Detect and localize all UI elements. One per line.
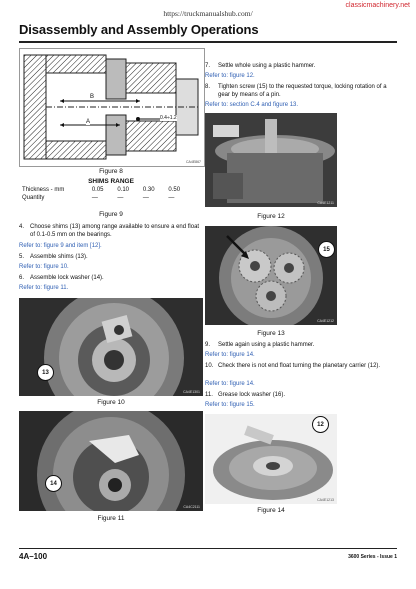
series-label: 3600 Series - Issue 1 [348, 554, 397, 560]
step-8-ref-link[interactable]: Refer to: section C.4 and figure 13. [205, 102, 299, 108]
figure-9-caption: Figure 9 [99, 211, 123, 218]
callout-13: 13 [37, 364, 54, 381]
figure-8-caption: Figure 8 [99, 168, 123, 175]
label-a: A [86, 119, 91, 125]
figure-10-photo [19, 298, 203, 396]
shims-range-block [19, 178, 203, 202]
figure-tag: CA4E867 [186, 160, 201, 164]
table-cell: 0.10 [117, 187, 130, 193]
step-5-number: 5. [19, 254, 25, 260]
label-b: B [90, 94, 95, 100]
figure-13-caption: Figure 13 [257, 330, 285, 337]
step-6-number: 6. [19, 275, 25, 281]
figure-11-photo [19, 411, 203, 511]
quantity-label: Quantity [22, 195, 45, 201]
figure-tag: CA4E1213 [317, 498, 334, 502]
shims-title: SHIMS RANGE [88, 178, 134, 185]
step-10-number: 10. [205, 363, 214, 369]
cross-section-diagram [20, 49, 204, 166]
table-cell: 0.30 [142, 187, 155, 193]
dimension-label: 0.4÷1.2 [160, 115, 177, 121]
step-9-ref-link[interactable]: Refer to: figure 14. [205, 352, 255, 358]
table-cell: — [117, 195, 124, 201]
table-cell: 0.05 [91, 187, 104, 193]
figure-tag: CA4E1211 [317, 201, 334, 205]
figure-11-caption: Figure 11 [97, 515, 125, 522]
figure-tag: CA4E1301 [183, 390, 200, 394]
shims-table [19, 186, 191, 202]
table-cell: — [91, 195, 98, 201]
figure-13-photo [205, 226, 337, 325]
step-11-number: 11. [205, 392, 213, 398]
step-7-text: Settle whole using a plastic hammer. [218, 63, 316, 69]
figure-8-drawing [19, 48, 205, 167]
footer-rule [19, 548, 397, 549]
watermark-url: https://truckmanualshub.com/ [163, 9, 253, 18]
step-9-number: 9. [205, 342, 211, 348]
lock-washer-illustration [19, 411, 203, 511]
step-4-number: 4. [19, 224, 25, 230]
callout-14: 14 [45, 475, 62, 492]
step-9-text: Settle again using a plastic hammer. [218, 342, 315, 348]
table-row [19, 194, 191, 202]
table-row [19, 186, 191, 194]
hammer-settle-illustration [205, 113, 337, 207]
step-7-ref-link[interactable]: Refer to: figure 12. [205, 73, 255, 79]
step-8-text: Tighten screw (15) to the requested torque, locking rotation of a gear by means of a pin. [218, 84, 387, 98]
table-cell: — [168, 195, 175, 201]
figure-tag: CA4C2111 [183, 505, 200, 509]
step-4-text: Choose shims (13) among range available to ensure a end float of 0.1-0.5 mm on the bearings. [30, 224, 200, 238]
page-number: 4A–100 [19, 552, 48, 561]
step-6-ref-link[interactable]: Refer to: figure 11. [19, 285, 69, 291]
figure-tag: CA4E1212 [317, 319, 334, 323]
figure-12-photo [205, 113, 337, 207]
step-11-ref-link[interactable]: Refer to: figure 15. [205, 402, 255, 408]
page-title: Disassembly and Assembly Operations [19, 22, 259, 37]
step-8-number: 8. [205, 84, 211, 90]
gear-photo-illustration [19, 298, 203, 396]
figure-12-caption: Figure 12 [257, 213, 285, 220]
watermark-site: classicmachinery.net [345, 2, 410, 9]
callout-12: 12 [312, 416, 329, 433]
figure-14-caption: Figure 14 [257, 507, 285, 514]
step-5-ref-link[interactable]: Refer to: figure 10. [19, 264, 69, 270]
step-10-ref-link[interactable]: Refer to: figure 14. [205, 381, 255, 387]
thickness-label: Thickness - mm [22, 187, 65, 193]
title-rule [19, 41, 397, 43]
step-6-text: Assemble lock washer (14). [30, 275, 104, 281]
step-11-text: Grease lock washer (16). [218, 392, 286, 398]
step-10-text: Check there is not end float turning the planetary carrier (12). [218, 363, 381, 369]
step-4-ref-link[interactable]: Refer to: figure 9 and item [12]. [19, 243, 102, 249]
table-cell: — [142, 195, 149, 201]
step-7-number: 7. [205, 63, 211, 69]
callout-15: 15 [318, 241, 335, 258]
table-cell: 0.50 [168, 187, 181, 193]
planetary-gears-illustration [205, 226, 337, 325]
step-5-text: Assemble shims (13). [30, 254, 88, 260]
figure-10-caption: Figure 10 [97, 399, 125, 406]
